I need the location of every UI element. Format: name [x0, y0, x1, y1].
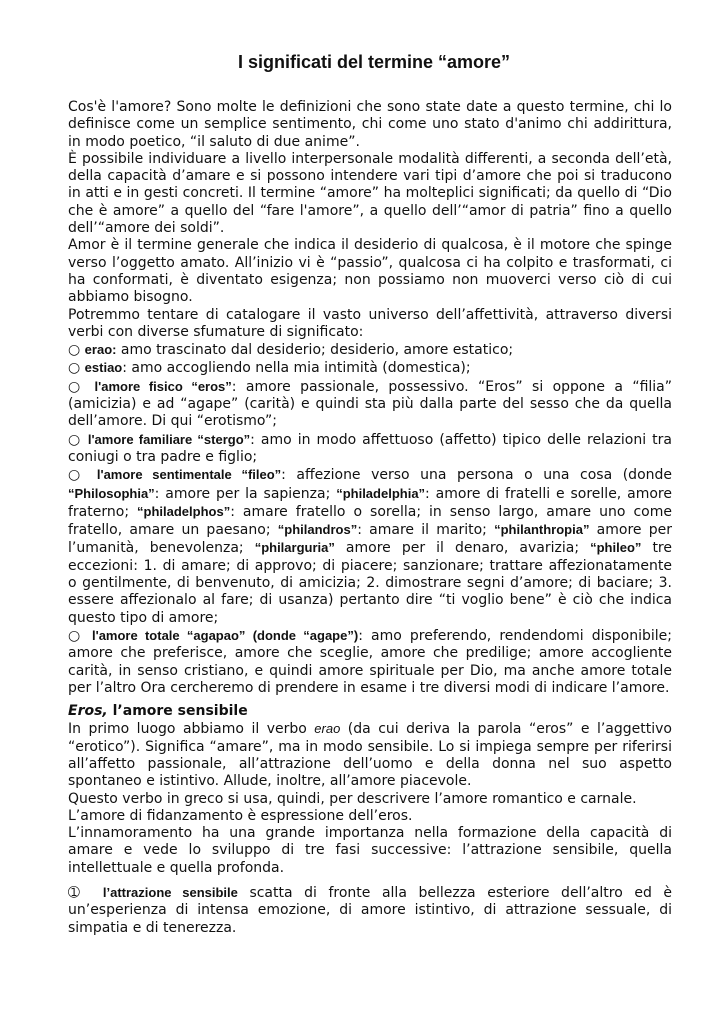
amor-paragraph: Amor è il termine generale che indica il desiderio di qualcosa, è il motore che spinge verso l’oggetto amato. All’inizio vi è “passio”, qualcosa ci ha colpito e trasformati, ci ha conformati, è diventato esigenza; non possiamo non muoverci verso ciò di cui abbiamo bisogno.: [68, 237, 672, 306]
list-item-erao: ○ erao: amo trascinato dal desiderio; desiderio, amore estatico;: [68, 342, 514, 359]
bullet: ○: [68, 360, 81, 377]
term-philadelphos: “philadelphos”: [137, 503, 231, 519]
bullet: ○: [68, 378, 86, 395]
list-item-estiao: ○ estiao: amo accogliendo nella mia intimità (domestica);: [68, 360, 471, 377]
page-title: I significati del termine “amore”: [237, 52, 511, 72]
term-stergo: l'amore familiare “stergo”: [87, 431, 251, 447]
verb-erao: erao: [314, 721, 341, 737]
term-eros: l'amore fisico “eros”: [94, 378, 232, 394]
levels-paragraph: È possibile individuare a livello interpersonale modalità differenti, a seconda dell’età, della capacità d’amare e si possono intendere vari tipi d’amore che poi si traducono in atti e in gesti concreti. Il termine “amore” ha molteplici significati; da quello di “Dio che è amore” a quello del “fare l'amore”, a quello dell’“amor di patria” fino a quello dell’“amore dei soldi”.: [68, 150, 672, 237]
bullet: ○: [68, 467, 87, 484]
bullet: ○: [68, 342, 81, 359]
term-phileo: “phileo”: [590, 540, 642, 556]
term-philandros: “philandros”: [277, 522, 358, 538]
term-attrazione-sensibile: l’attrazione sensibile: [102, 885, 238, 901]
section-heading-eros: Eros, l’amore sensibile: [68, 703, 248, 720]
greek-verb-paragraph: Questo verbo in greco si usa, quindi, per descrivere l’amore romantico e carnale.: [68, 790, 637, 807]
engagement-paragraph: L’amore di fidanzamento è espressione dell’eros.: [68, 807, 413, 824]
list-item-agapao: ○ l'amore totale “agapao” (donde “agape”): amo preferendo, rendendomi disponibile; amore che preferisce, amore che sceglie, amore che predilige; amore accogliente carità, in senso cristiano, e quindi amore spirituale per Dio, ma anche amore totale per l’altro Ora cercheremo di prendere in esame i tre diversi modi di indicare l’amore.: [68, 627, 673, 696]
term-philanthropia: “philanthropia”: [494, 522, 590, 538]
catalog-paragraph: Potremmo tentare di catalogare il vasto universo dell’affettività, attraverso diversi verbi con diverse sfumature di significato:: [68, 306, 672, 340]
term-fileo: l'amore sentimentale “fileo”: [96, 467, 282, 483]
list-item-stergo: ○ l'amore familiare “stergo”: amo in modo affettuoso (affetto) tipico delle relazioni tra coniugi o tra padre e figlio;: [68, 431, 672, 465]
term-estiao: estiao: [84, 360, 123, 376]
circled-one-icon: ➀: [68, 885, 80, 902]
term-philarguria: “philarguria”: [254, 540, 335, 556]
term-agapao: l'amore totale “agapao” (donde “agape”): [91, 627, 359, 643]
list-item-fileo: ○ l'amore sentimentale “fileo”: affezione verso una persona o una cosa (donde “Philosophia”: amore per la sapienza; “philadelphia”: amore di fratelli e sorelle, amore fraterno; “philadelphos”: amare fratello o sorella; in senso largo, amare uno come fratello, amare un paesano; “philandros”: amare il marito; “philanthropia” amore per l’umanità, benevolenza; “philarguria” amore per il denaro, avarizia; “phileo” tre eccezioni: 1. di amare; di approvo; di piacere; sanzionare; trattare affezionatamente o gentilmente, di benvenuto, di amicizia; 2. dimostrare segni d’amore; di baciare; 3. essere affezionalo al fare; di usanza) pertanto dire “ti voglio bene” è ciò che indica questo tipo di amore;: [68, 467, 673, 626]
falling-in-love-paragraph: L’innamoramento ha una grande importanza nella formazione della capacità di amare e vede lo sviluppo di tre fasi successive: l’attrazione sensibile, quella intellettuale e quella profonda.: [68, 825, 672, 876]
term-erao: erao:: [84, 342, 117, 358]
intro-paragraph: Cos'è l'amore? Sono molte le definizioni che sono state date a questo termine, chi lo definisce come un semplice sentimento, chi come uno stato d'animo chi addirittura, in modo poetico, “il saluto di due anime”.: [68, 99, 672, 150]
term-philosophia: “Philosophia”: [68, 485, 155, 501]
eros-paragraph: In primo luogo abbiamo il verbo erao (da cui deriva la parola “eros” e l’aggettivo “erotico”). Significa “amare”, ma in modo sensibile. Lo si impiega sempre per riferirsi all’affetto passionale, all’attrazione dell’uomo e della donna nel suo aspetto spontaneo e istintivo. Allude, inoltre, all’amore piacevole.: [68, 721, 672, 790]
phase-sensible-paragraph: ➀ l’attrazione sensibile scatta di fronte alla bellezza esteriore dell’altro ed è un’esperienza di intensa emozione, di amore istintivo, di attrazione sessuale, di simpatia e di tenerezza.: [68, 885, 673, 936]
bullet: ○: [68, 627, 84, 644]
term-philadelphia: “philadelphia”: [336, 485, 426, 501]
bullet: ○: [68, 431, 82, 448]
list-item-eros: ○ l'amore fisico “eros”: amore passionale, possessivo. “Eros” si oppone a “filia” (amicizia) e ad “agape” (carità) e quindi sta più dalla parte del sesso che da quella dell’amore. Di qui “erotismo”;: [68, 378, 673, 430]
document-page: [68, 52, 672, 937]
